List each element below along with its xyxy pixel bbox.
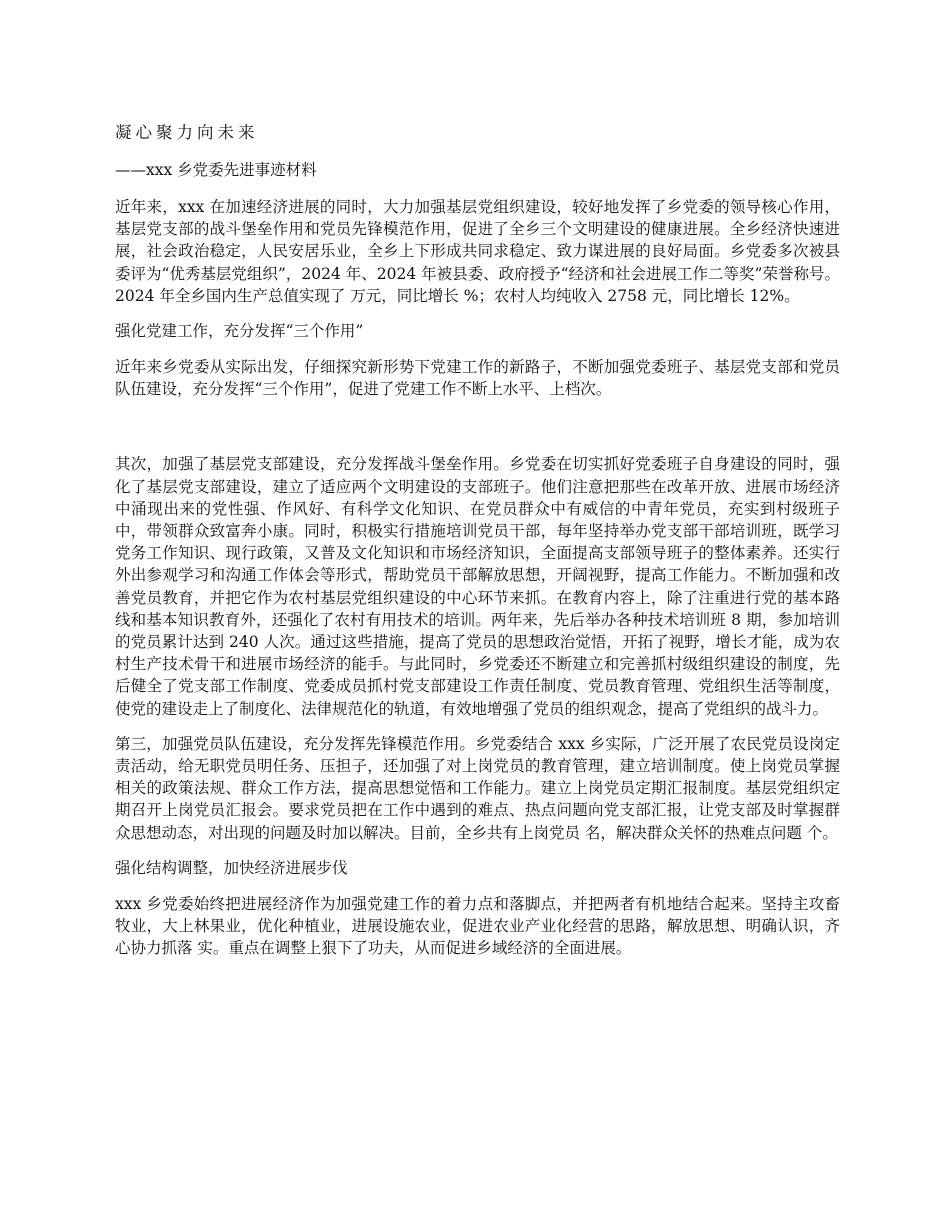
paragraph-third-point: 第三，加强党员队伍建设，充分发挥先锋模范作用。乡党委结合 xxx 乡实际，广泛开展了农民党员设岗定责活动，给无职党员明任务、压担子，还加强了对上岗党员的教育管理，建立培训制度。使上岗党员掌握相关的政策法规、群众工作方法，提高思想觉悟和工作能力。建立上岗党员定期汇报制度。基层党组织定期召开上岗党员汇报会。要求党员把在工作中遇到的难点、热点问题向党支部汇报，让党支部及时掌握群众思想动态，对出现的问题及时加以解决。目前，全乡共有上岗党员 名，解决群众关怀的热难点问题 个。: [115, 734, 840, 842]
paragraph-second-point: 其次，加强了基层党支部建设，充分发挥战斗堡垒作用。乡党委在切实抓好党委班子自身建设的同时，强化了基层党支部建设，建立了适应两个文明建设的支部班子。他们注意把那些在改革开放、进展市场经济中涌现出来的党性强、作风好、有科学文化知识、在党员群众中有威信的中青年党员，充实到村级班子中，带领群众致富奔小康。同时，积极实行措施培训党员干部，每年坚持举办党支部干部培训班，既学习党务工作知识、现行政策，又普及文化知识和市场经济知识，全面提高支部领导班子的整体素养。还实行外出参观学习和沟通工作体会等形式，帮助党员干部解放思想，开阔视野，提高工作能力。不断加强和改善党员教育，并把它作为农村基层党组织建设的中心环节来抓。在教育内容上，除了注重进行党的基本路线和基本知识教育外，还强化了农村有用技术的培训。两年来，先后举办各种技术培训班 8 期，参加培训的党员累计达到 240 人次。通过这些措施，提高了党员的思想政治觉悟，开拓了视野，增长才能，成为农村生产技术骨干和进展市场经济的能手。与此同时，乡党委还不断建立和完善抓村级组织建设的制度，先后健全了党支部工作制度、党委成员抓村党支部建设工作责任制度、党员教育管理、党组织生活等制度，使党的建设走上了制度化、法律规范化的轨道，有效地增强了党员的组织观念，提高了党组织的战斗力。: [115, 455, 840, 718]
paragraph-party-building-intro: 近年来乡党委从实际出发，仔细探究新形势下党建工作的新路子，不断加强党委班子、基层党支部和党员队伍建设，充分发挥“三个作用”，促进了党建工作不断上水平、上档次。: [115, 358, 840, 399]
document-title: 凝心聚力向未来: [115, 123, 259, 142]
paragraph-gap: [115, 413, 840, 453]
section-heading-structure-adjustment: 强化结构调整，加快经济进展步伐: [115, 858, 348, 877]
section-heading-party-building: 强化党建工作，充分发挥“三个作用”: [115, 322, 364, 341]
document-page: [115, 120, 840, 972]
document-subtitle: ——xxx 乡党委先进事迹材料: [115, 161, 317, 179]
paragraph-intro: 近年来，xxx 在加速经济进展的同时，大力加强基层党组织建设，较好地发挥了乡党委的领导核心作用，基层党支部的战斗堡垒作用和党员先锋模范作用，促进了全乡三个文明建设的健康进展。全乡经济快速进展，社会政治稳定，人民安居乐业，全乡上下形成共同求稳定、致力谋进展的良好局面。乡党委多次被县委评为“优秀基层党组织”，2024 年、2024 年被县委、政府授予“经济和社会进展工作二等奖”荣誉称号。2024 年全乡国内生产总值实现了 万元，同比增长 %；农村人均纯收入 2758 元，同比增长 12%。: [115, 198, 840, 305]
paragraph-economy: xxx 乡党委始终把进展经济作为加强党建工作的着力点和落脚点，并把两者有机地结合起来。坚持主攻畜牧业，大上林果业，优化种植业，进展设施农业，促进农业产业化经营的思路，解放思想、明确认识，齐心协力抓落 实。重点在调整上狠下了功夫，从而促进乡域经济的全面进展。: [115, 894, 840, 958]
